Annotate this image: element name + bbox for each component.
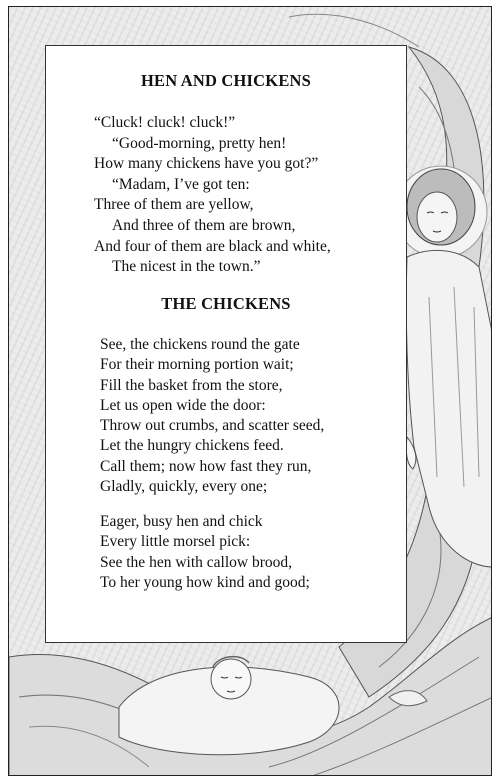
poem-line: “Madam, I’ve got ten: xyxy=(112,175,250,193)
poem-line: See, the chickens round the gate xyxy=(100,336,300,353)
angel-face xyxy=(417,192,457,242)
poem-title-the-chickens: THE CHICKENS xyxy=(161,294,291,313)
poem-line: See the hen with callow brood, xyxy=(100,553,292,571)
poem-line: Fill the basket from the store, xyxy=(100,376,283,394)
poem-line: How many chickens have you got?” xyxy=(94,155,319,173)
poem-title-hen-and-chickens: HEN AND CHICKENS xyxy=(140,71,312,90)
poem-line: Gladly, quickly, every one; xyxy=(100,478,268,496)
poem-line: And four of them are black and white, xyxy=(94,237,331,255)
poem-line: The nicest in the town.” xyxy=(112,258,261,276)
poem-line: To her young how kind and good; xyxy=(100,573,310,591)
poem-line: Every little morsel pick: xyxy=(100,533,251,551)
poem-stanza xyxy=(94,113,331,278)
poem-line: “Cluck! cluck! cluck!” xyxy=(94,114,236,131)
illustration-frame xyxy=(8,6,492,776)
poem-line: Three of them are yellow, xyxy=(94,196,254,214)
poem-line: Call them; now how fast they run, xyxy=(100,457,312,475)
poem-line: Eager, busy hen and chick xyxy=(100,513,263,530)
poem-line: Let the hungry chickens feed. xyxy=(100,437,284,455)
poem-line: Let us open wide the door: xyxy=(100,396,266,414)
poem-line: Throw out crumbs, and scatter seed, xyxy=(100,417,325,435)
poem-line: For their morning portion wait; xyxy=(100,356,294,374)
poem-stanza xyxy=(100,512,310,593)
angel-robe xyxy=(406,250,492,567)
poem-line: And three of them are brown, xyxy=(112,216,296,234)
sleeping-baby-face xyxy=(211,659,251,699)
poem-panel xyxy=(45,45,407,643)
poem-line: “Good-morning, pretty hen! xyxy=(112,134,287,152)
poem-stanza xyxy=(100,335,324,497)
